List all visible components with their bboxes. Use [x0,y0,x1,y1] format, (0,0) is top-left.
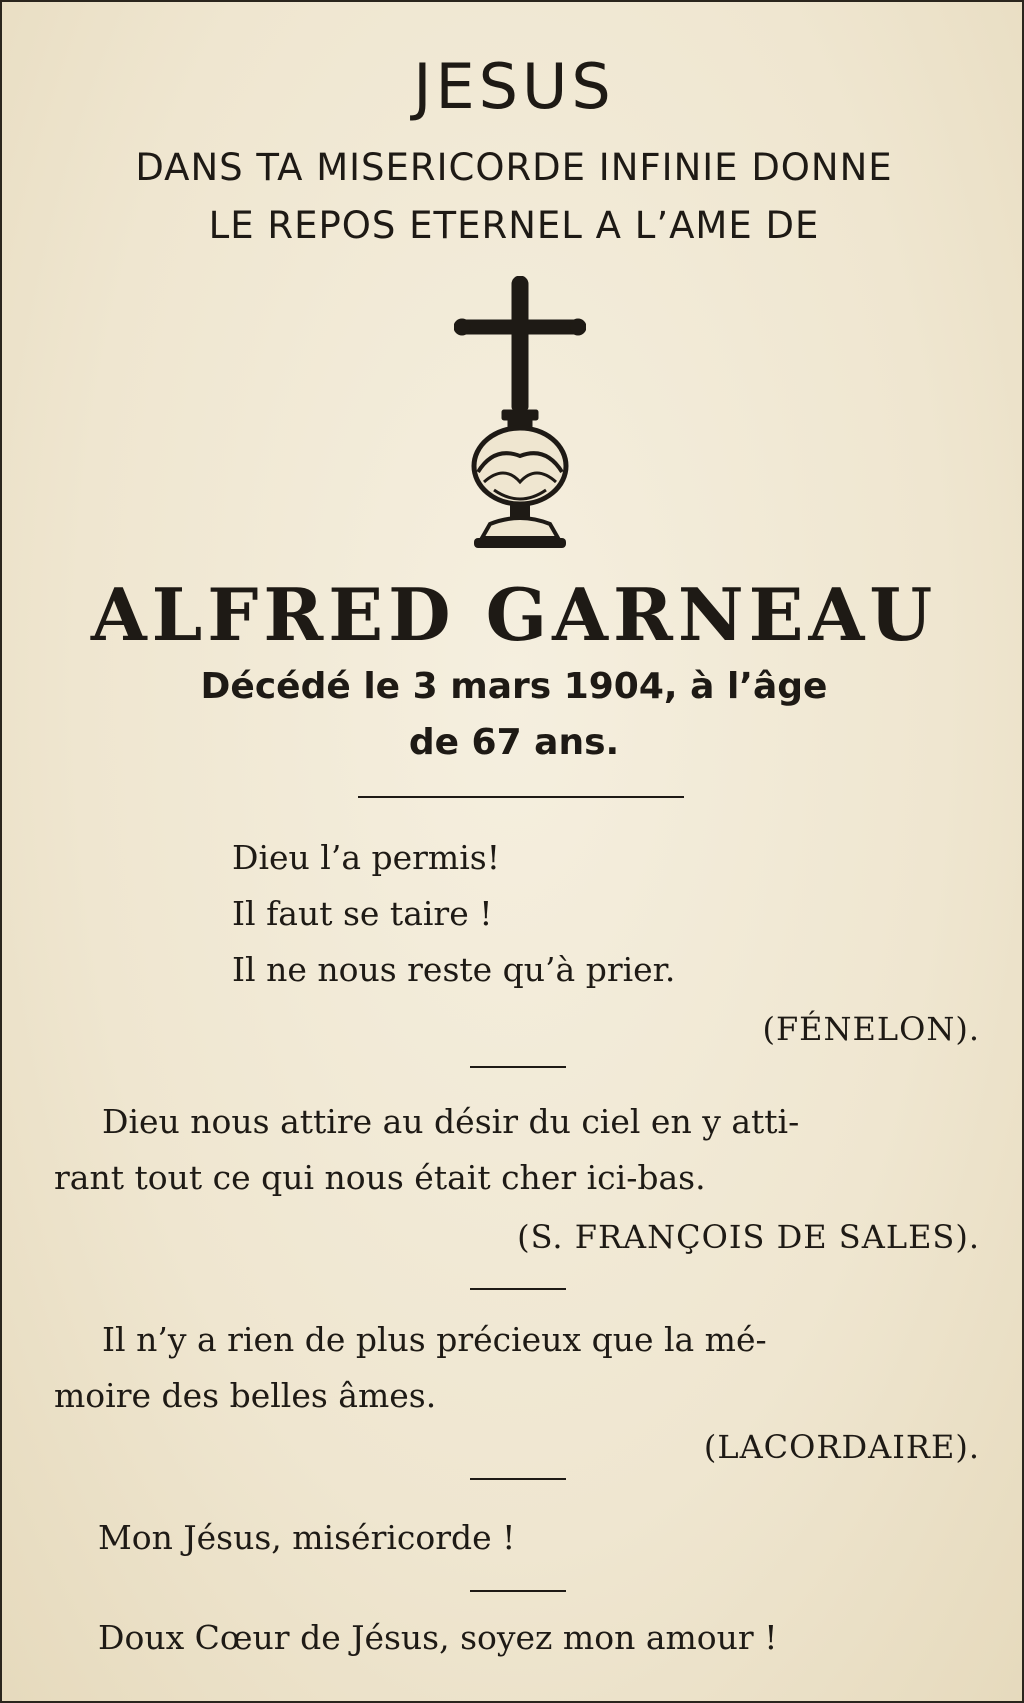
cross-on-orb-icon [454,276,586,558]
quote1-line-2: Il faut se taire ! [232,894,493,933]
invocation-line-1: Mon Jésus, miséricorde ! [98,1518,516,1557]
quote1-author: (FÉNELON). [762,1010,980,1048]
quote3-line-1: Il n’y a rien de plus précieux que la mé- [102,1320,767,1359]
quote2-line-2: rant tout ce qui nous était cher ici-bas. [54,1158,706,1197]
card-title: JESUS [413,50,615,123]
quote1-line-3: Il ne nous reste qu’à prier. [232,950,676,989]
prayer-line-1: DANS TA MISERICORDE INFINIE DONNE [135,146,893,189]
quote2-line-1: Dieu nous attire au désir du ciel en y atti- [102,1102,800,1141]
short-divider [470,1590,566,1592]
short-divider [470,1288,566,1290]
death-date-line-2: de 67 ans. [408,722,620,763]
quote2-author: (S. FRANÇOIS DE SALES). [517,1218,980,1256]
deceased-name: ALFRED GARNEAU [90,572,938,657]
prayer-line-2: LE REPOS ETERNEL A L’AME DE [208,204,820,247]
short-divider [470,1066,566,1068]
divider-rule [358,796,684,798]
quote1-line-1: Dieu l’a permis! [232,838,500,877]
death-date-line-1: Décédé le 3 mars 1904, à l’âge [200,666,828,707]
invocation-line-2: Doux Cœur de Jésus, soyez mon amour ! [98,1618,778,1657]
quote3-line-2: moire des belles âmes. [54,1376,437,1415]
quote3-author: (LACORDAIRE). [703,1428,980,1466]
short-divider [470,1478,566,1480]
